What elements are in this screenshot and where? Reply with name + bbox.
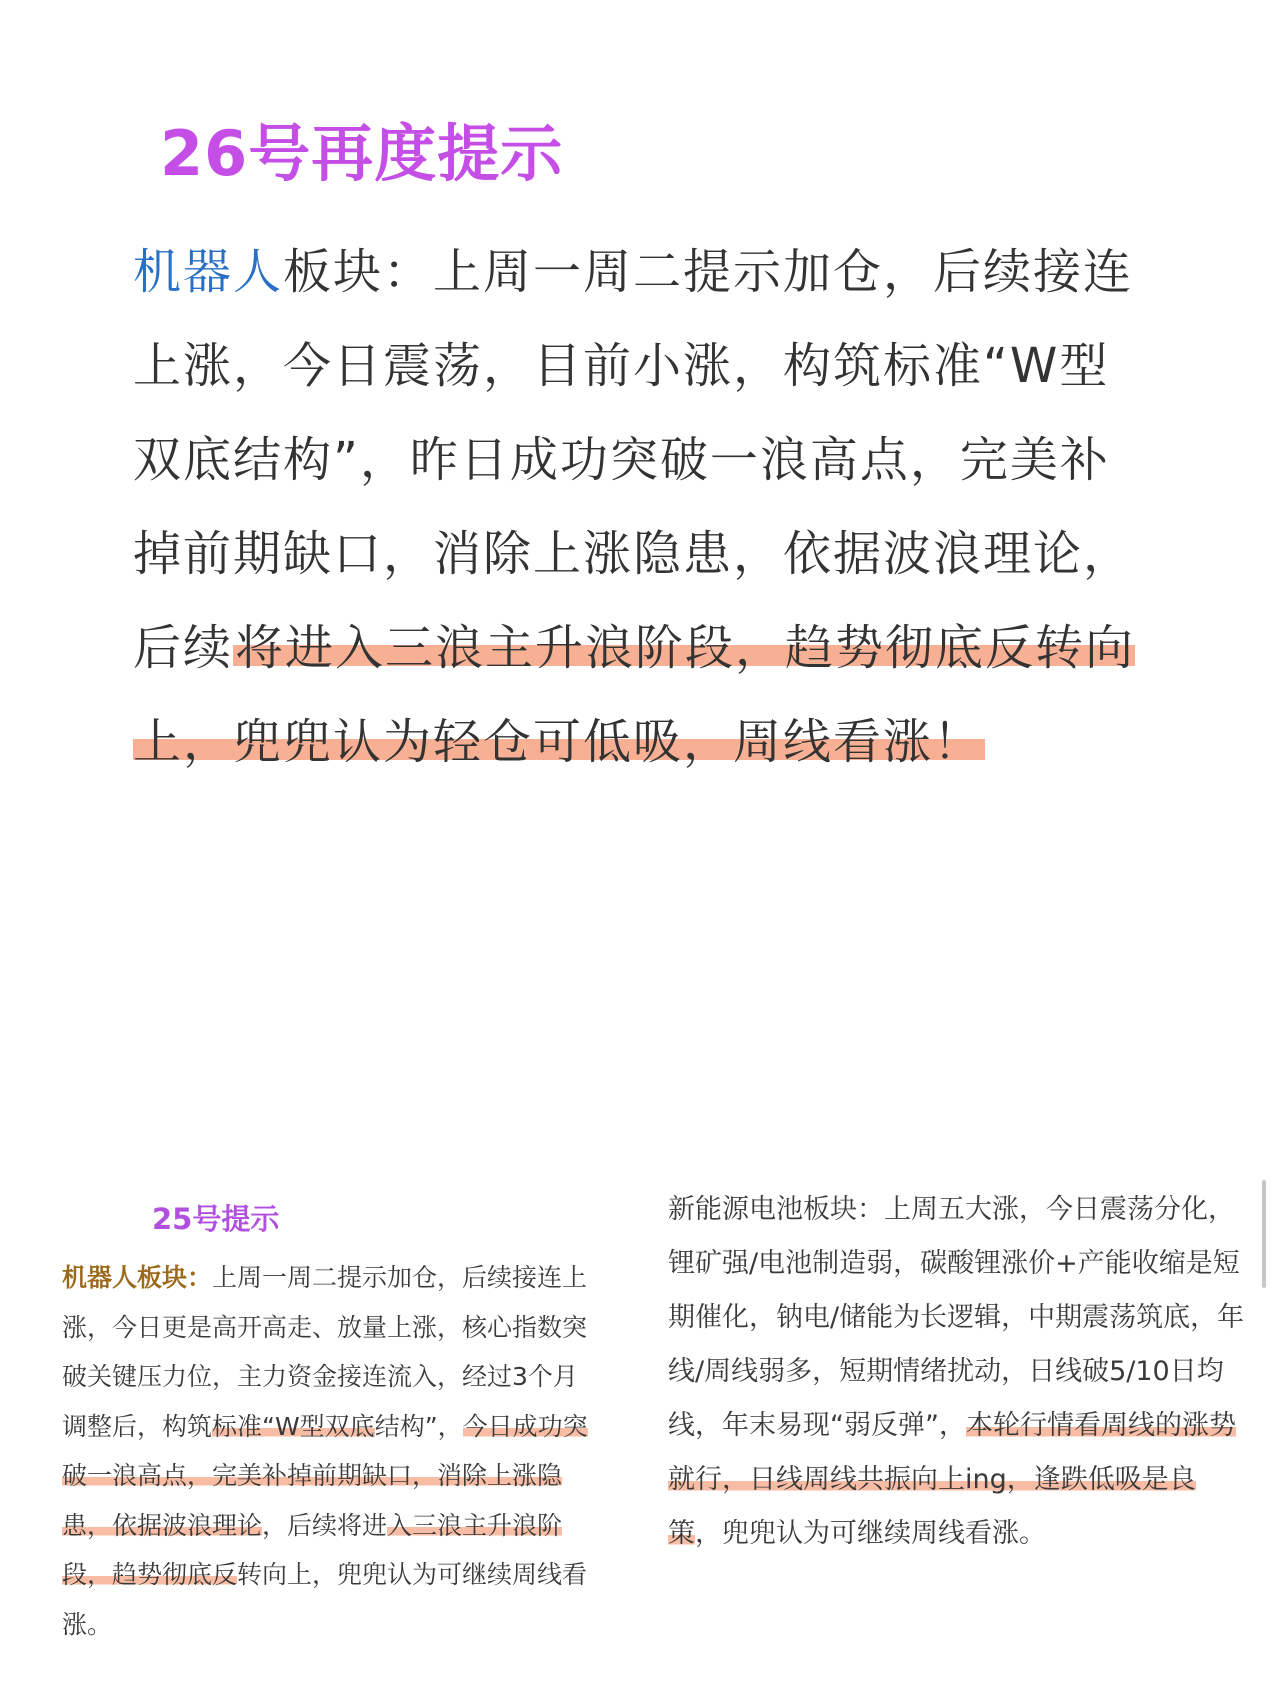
right-highlight: 本轮行情看周线的涨势就行，日线周线共振向上ing，逢跌低吸是良策 bbox=[668, 1410, 1236, 1549]
main-paragraph bbox=[133, 225, 1149, 789]
left-highlight-2: 今日成功突破一浪高点，完美补掉前期缺口，消除上涨隐患，依据波浪理论 bbox=[62, 1411, 588, 1540]
left-highlight-3: 入三浪主升浪阶段，趋势彻底反 bbox=[62, 1510, 563, 1589]
right-paragraph bbox=[668, 1183, 1248, 1561]
section-title-25: 25号提示 bbox=[152, 1202, 280, 1236]
left-highlight-1: 标准“W型双底 bbox=[212, 1411, 375, 1441]
left-text-a: 上周一周二提示加仓，后续接连上涨，今日更是高开高走、放量上涨，核心指数突破关键压力位，主力资金接连流入，经过3个月调整后，构筑 bbox=[62, 1263, 588, 1441]
main-highlight: 将进入三浪主升浪阶段，趋势彻底反转向上，兜兜认为轻仓可低吸，周线看涨！ bbox=[133, 620, 1136, 770]
right-text-b: ，兜兜认为可继续周线看涨。 bbox=[695, 1518, 1046, 1549]
keyword-robot-sector: 机器人板块： bbox=[62, 1263, 213, 1292]
left-text-d: 转向上，兜兜认为可继续周线看涨。 bbox=[62, 1560, 588, 1639]
scrollbar[interactable] bbox=[1262, 1180, 1266, 1288]
right-text-a: 新能源电池板块：上周五大涨，今日震荡分化，锂矿强/电池制造弱，碳酸锂涨价+产能收缩是短期催化，钠电/储能为长逻辑，中期震荡筑底，年线/周线弱多，短期情绪扰动，日线破5/10日均线，年末易现“弱反弹”， bbox=[668, 1194, 1245, 1441]
left-paragraph bbox=[62, 1253, 594, 1649]
page-title: 26号再度提示 bbox=[160, 117, 564, 190]
main-text: 板块：上周一周二提示加仓，后续接连上涨，今日震荡，目前小涨，构筑标准“W型双底结构”，昨日成功突破一浪高点，完美补掉前期缺口，消除上涨隐患，依据波浪理论，后续 bbox=[133, 244, 1134, 676]
left-text-b: 结构”， bbox=[374, 1411, 463, 1441]
keyword-robot: 机器人 bbox=[133, 244, 284, 300]
left-text-c: ，后续将进 bbox=[262, 1510, 388, 1540]
